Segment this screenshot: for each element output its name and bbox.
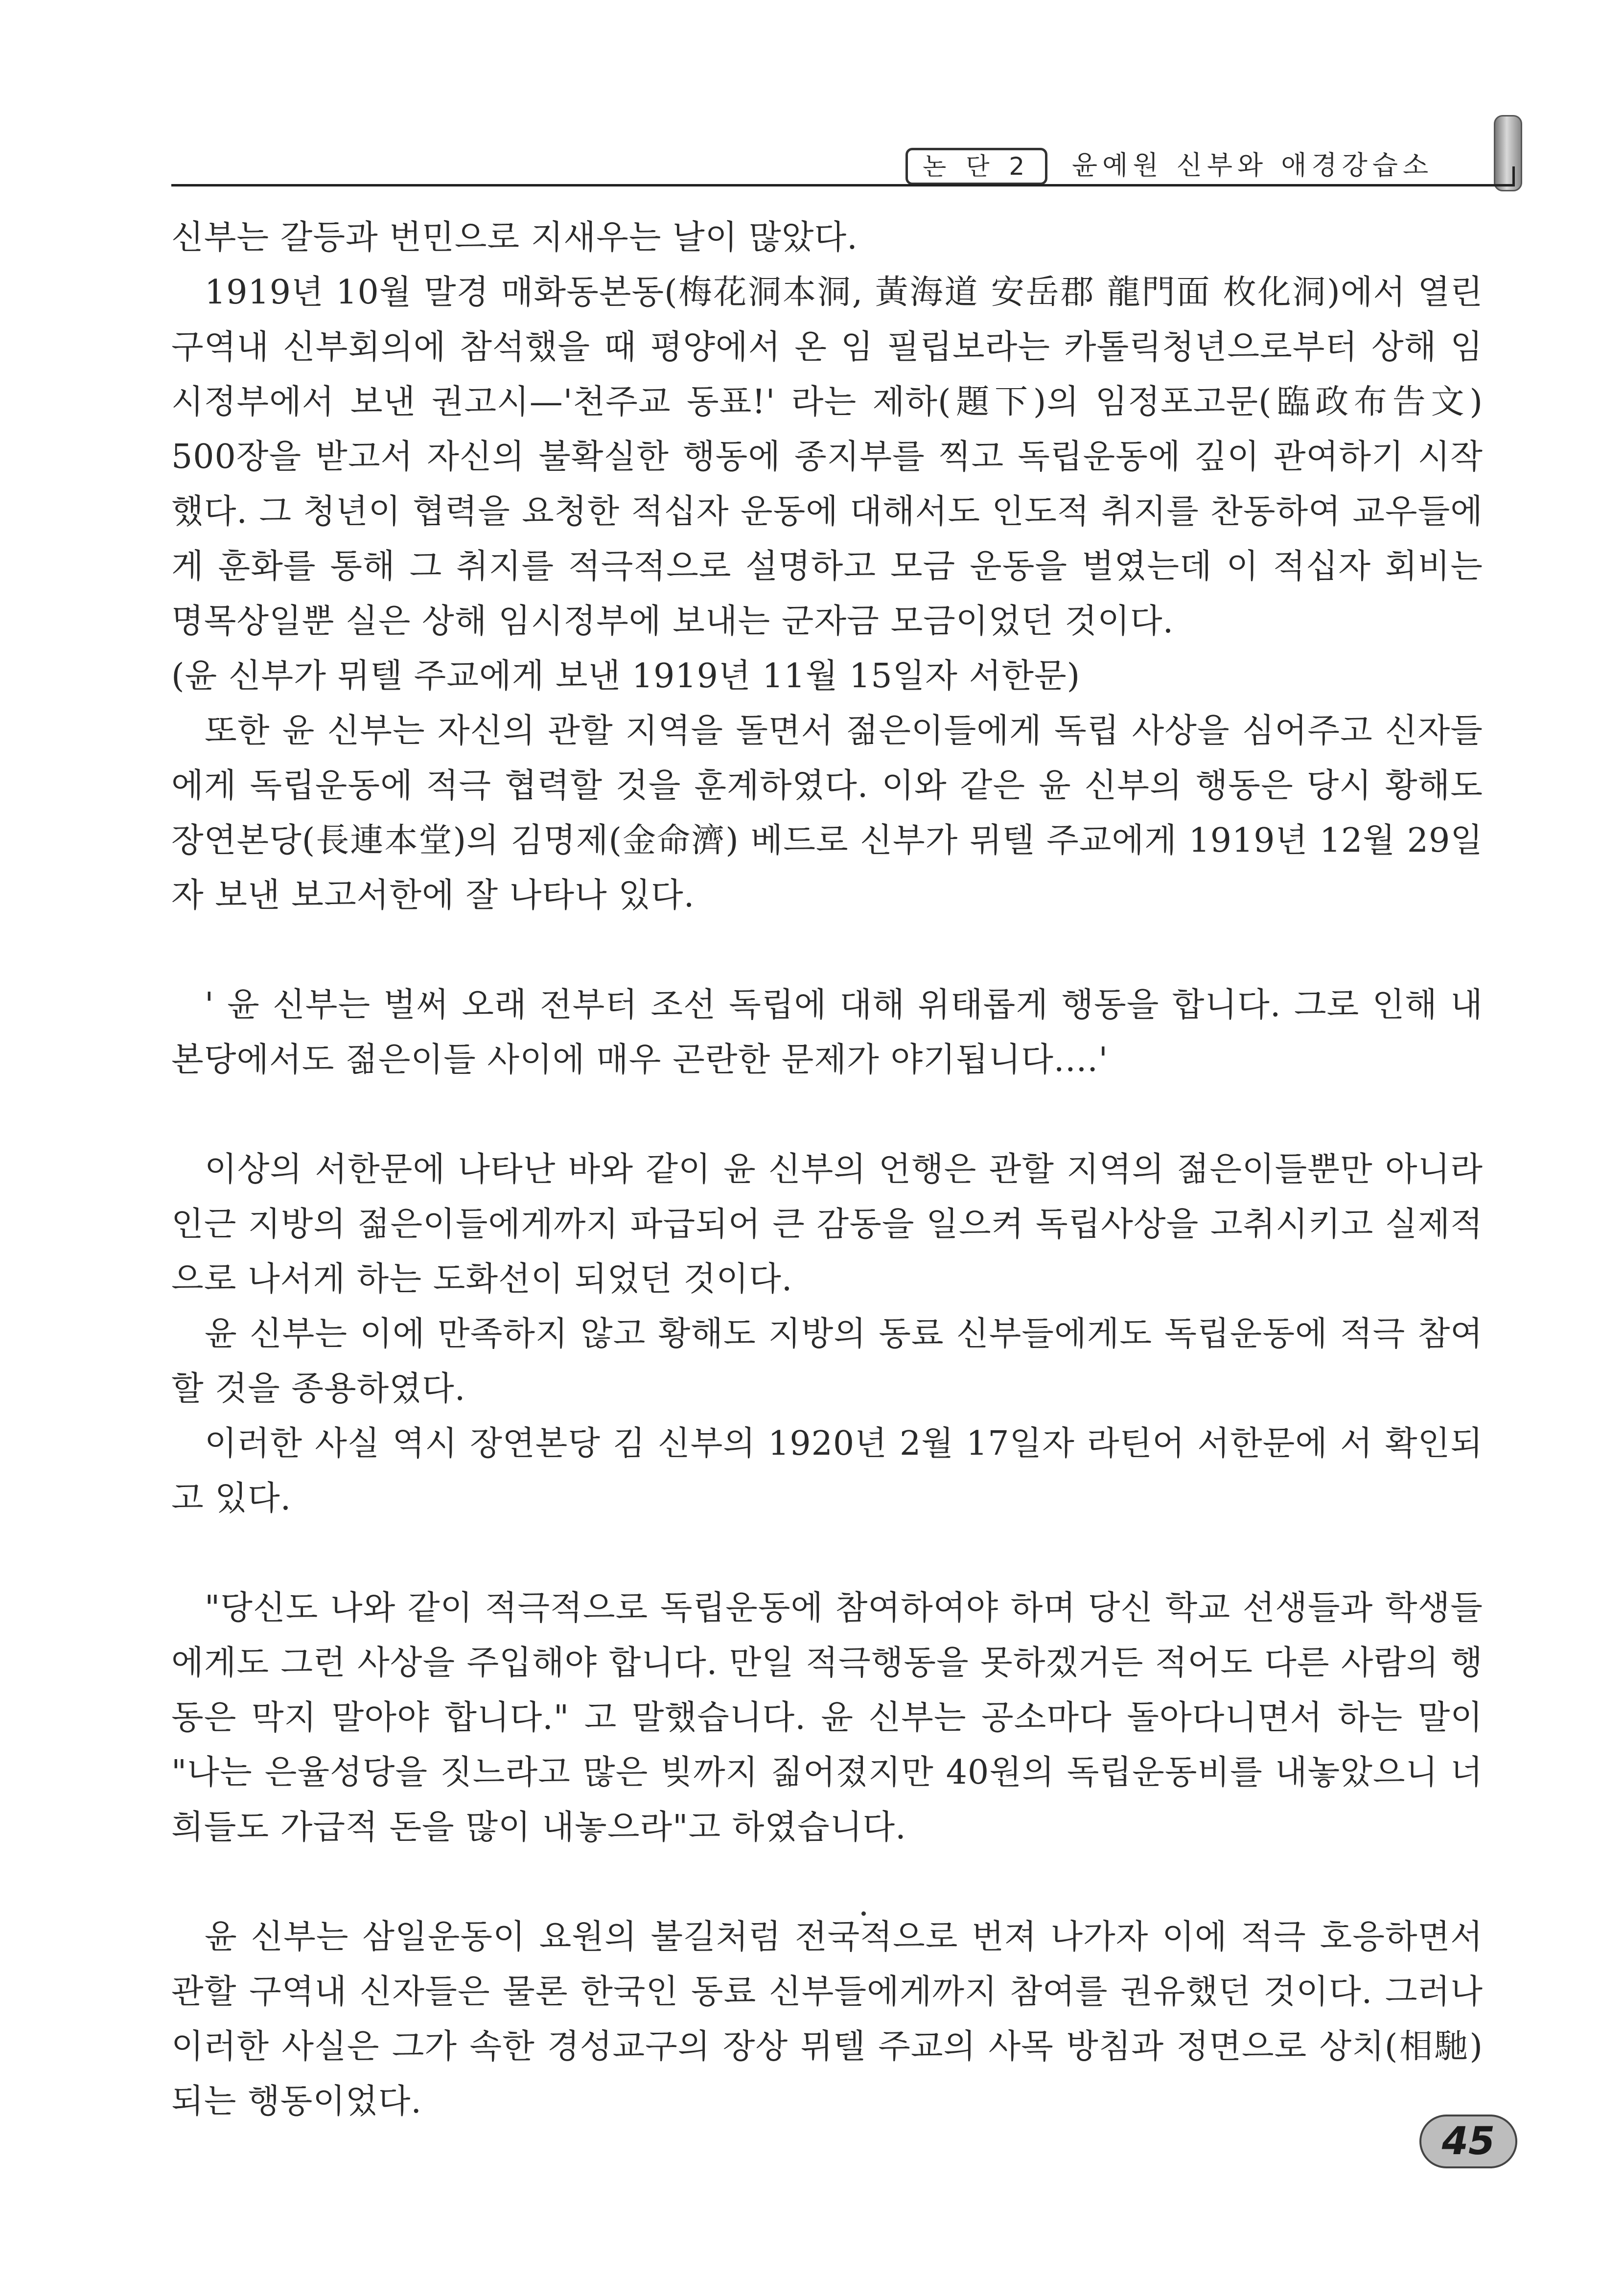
- paragraph-7: 윤 신부는 삼일운동이 요원의 불길처럼 전국적으로 번져 나가자 이에 적극 호응하면서 관할 구역내 신자들은 물론 한국인 동료 신부들에게까지 참여를 권유했던 것이다. 그러나 이러한 사실은 그가 속한 경성교구의 장상 뮈텔 주교의 사목 방침과 정면으로 상치(相馳)되는 행동이었다.: [171, 1918, 1483, 2121]
- body-text: [171, 210, 1483, 2129]
- stray-dot: [861, 1911, 866, 1916]
- header-rule: [171, 184, 1515, 186]
- page-number: 45: [1419, 2115, 1517, 2168]
- quote-1: ' 윤 신부는 벌써 오래 전부터 조선 독립에 대해 위태롭게 행동을 합니다. 그로 인해 내 본당에서도 젊은이들 사이에 매우 곤란한 문제가 야기됩니다.…': [171, 986, 1483, 1079]
- spacer: [171, 923, 1483, 978]
- running-title: 윤예원 신부와 애경강습소: [1072, 150, 1434, 181]
- quote-2: "당신도 나와 같이 적극적으로 독립운동에 참여하여야 하며 당신 학교 선생들과 학생들에게도 그런 사상을 주입해야 합니다. 만일 적극행동을 못하겠거든 적어도 다른 사람의 행동은 막지 말아야 합니다." 고 말했습니다. 윤 신부는 공소마다 돌아다니면서 하는 말이 "나는 은율성당을 짓느라고 많은 빚까지 짊어졌지만 40원의 독립운동비를 내놓았으니 너희들도 가급적 돈을 많이 내놓으라"고 하였습니다.: [171, 1589, 1483, 1847]
- spacer: [171, 1088, 1483, 1142]
- spacer: [171, 1526, 1483, 1581]
- paragraph-1: 신부는 갈등과 번민으로 지새우는 날이 많았다.: [171, 218, 858, 257]
- paragraph-3: 또한 윤 신부는 자신의 관할 지역을 돌면서 젊은이들에게 독립 사상을 심어주고 신자들에게 독립운동에 적극 협력할 것을 훈계하였다. 이와 같은 윤 신부의 행동은 당시 황해도 장연본당(長連本堂)의 김명제(金命濟) 베드로 신부가 뮈텔 주교에게 1919년 12월 29일자 보낸 보고서한에 잘 나타나 있다.: [171, 712, 1483, 915]
- spacer: [171, 1855, 1483, 1910]
- citation-line: (윤 신부가 뮈텔 주교에게 보낸 1919년 11월 15일자 서한문): [171, 657, 1081, 696]
- running-header: [171, 137, 1515, 184]
- paragraph-5: 윤 신부는 이에 만족하지 않고 황해도 지방의 동료 신부들에게도 독립운동에 적극 참여할 것을 종용하였다.: [171, 1315, 1483, 1408]
- section-tag: 논 단 2: [905, 148, 1047, 185]
- paragraph-6: 이러한 사실 역시 장연본당 김 신부의 1920년 2월 17일자 라틴어 서한문에 서 확인되고 있다.: [171, 1424, 1483, 1518]
- header-rule-tick: [1512, 166, 1515, 186]
- paragraph-2: 1919년 10월 말경 매화동본동(梅花洞本洞, 黃海道 安岳郡 龍門面 枚化洞)에서 열린 구역내 신부회의에 참석했을 때 평양에서 온 임 필립보라는 카톨릭청년으로부터 상해 임시정부에서 보낸 권고시—'천주교 동표!' 라는 제하(題下)의 임정포고문(臨政布告文) 500장을 받고서 자신의 불확실한 행동에 종지부를 찍고 독립운동에 깊이 관여하기 시작했다. 그 청년이 협력을 요청한 적십자 운동에 대해서도 인도적 취지를 찬동하여 교우들에게 훈화를 통해 그 취지를 적극적으로 설명하고 모금 운동을 벌였는데 이 적십자 회비는 명목상일뿐 실은 상해 임시정부에 보내는 군자금 모금이었던 것이다.: [171, 273, 1483, 641]
- paragraph-4: 이상의 서한문에 나타난 바와 같이 윤 신부의 언행은 관할 지역의 젊은이들뿐만 아니라 인근 지방의 젊은이들에게까지 파급되어 큰 감동을 일으켜 독립사상을 고취시키고 실제적으로 나서게 하는 도화선이 되었던 것이다.: [171, 1150, 1483, 1299]
